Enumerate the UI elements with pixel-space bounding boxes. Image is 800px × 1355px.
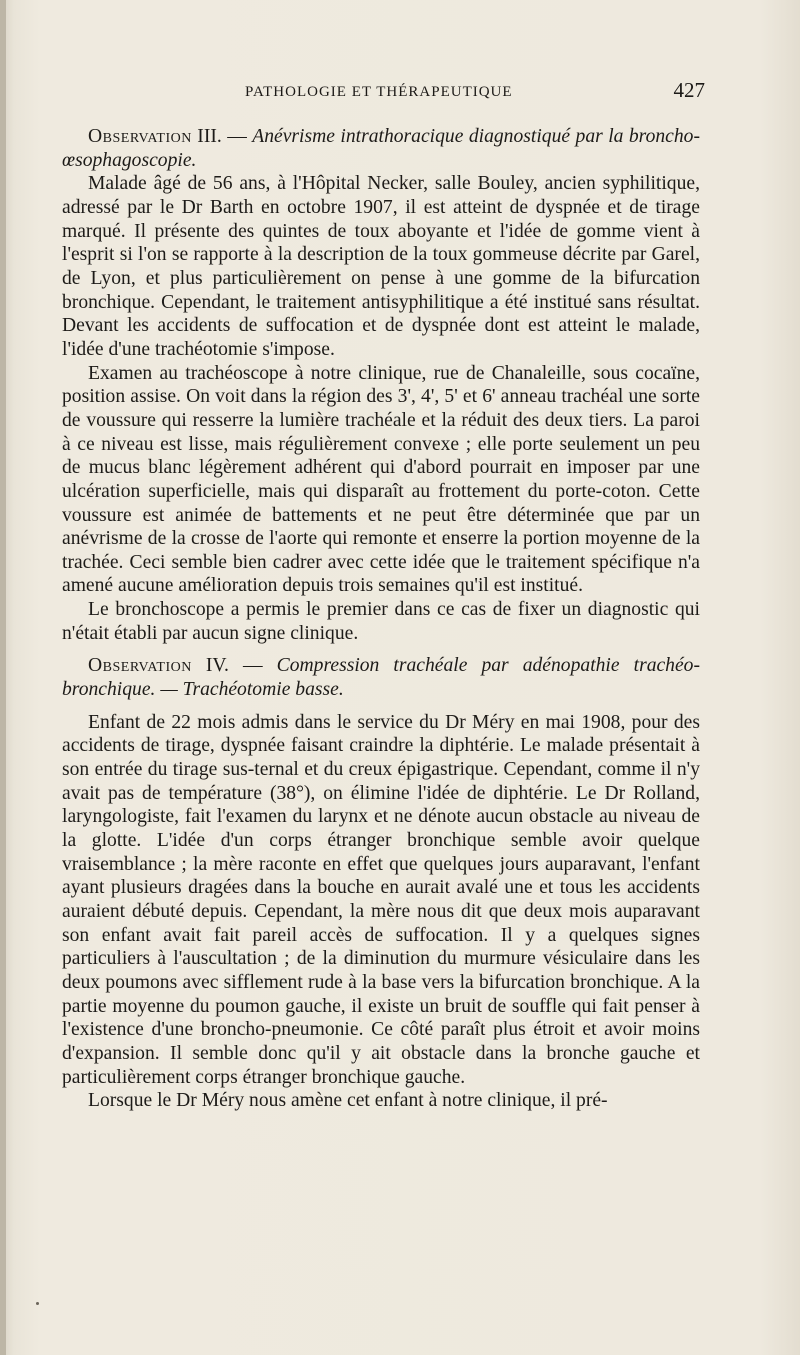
observation-number: III. — [197, 126, 222, 147]
running-title: PATHOLOGIE ET THÉRAPEUTIQUE — [245, 84, 513, 100]
observation-title: Compression trachéale par adénopathie trachéo- — [276, 655, 701, 677]
observation-title-continued: bronchique. — Trachéotomie basse. — [62, 679, 344, 701]
scan-speck — [36, 1302, 39, 1305]
page-number: 427 — [673, 78, 705, 102]
page-binding-edge — [0, 0, 6, 1355]
observation-title-continued: la broncho-œsophagoscopie. — [62, 126, 700, 171]
observation-4-heading — [62, 654, 700, 701]
paragraph: Examen au trachéoscope à notre clinique, rue de Chanaleille, sous cocaïne, position assise. On voit dans la région des 3', 4', 5' et 6' anneau trachéal une sorte de voussure qui resserre la lumière trachéale et la réduit des deux tiers. La paroi à ce niveau est lisse, mais régulièrement convexe ; elle porte seulement un peu de mucus blanc légèrement adhérent qui d'abord pourrait en imposer par une ulcération superficielle, mais qui disparaît au frottement du porte-coton. Cette voussure est animée de battements et ne peut être déterminée que par un anévrisme de la crosse de l'aorte qui remonte et enserre la portion moyenne de la trachée. Ceci semble bien cadrer avec cette idée que le traitement spécifique n'a amené aucune amélioration depuis trois semaines qu'il est institué. — [62, 362, 700, 597]
observation-label: Observation — [88, 655, 192, 677]
paragraph: Malade âgé de 56 ans, à l'Hôpital Necker, salle Bouley, ancien syphilitique, adressé par le Dr Barth en octobre 1907, il est atteint de dyspnée et de tirage marqué. Il présente des quintes de toux aboyante et l'idée de gomme vient à l'esprit si l'on se rapporte à la description de la toux gommeuse décrite par Garel, de Lyon, et plus particulièrement on pense à une gomme de la bifurcation bronchique. Cependant, le traitement antisyphilitique a été institué sans résultat. Devant les accidents de suffocation et de dyspnée dont est atteint le malade, l'idée d'une trachéotomie s'impose. — [62, 173, 700, 360]
paragraph: Enfant de 22 mois admis dans le service du Dr Méry en mai 1908, pour des accidents de tirage, dyspnée faisant craindre la diphtérie. Le malade présentait à son entrée du tirage sus-ternal et du creux épigastrique. Cependant, comme il n'y avait pas de température (38°), on élimine l'idée de diphtérie. Le Dr Rolland, laryngologiste, fait l'examen du larynx et ne dénote aucun obstacle au niveau de la glotte. L'idée d'un corps étranger bronchique semble avoir quelque vraisemblance ; la mère raconte en effet que quelques jours auparavant, l'enfant ayant plusieurs dragées dans la bouche en aurait avalé une et tous les accidents auraient débuté depuis. Cependant, la mère nous dit que deux mois auparavant son enfant avait fait pareil accès de suffocation. Il y a quelques signes particuliers à l'auscultation ; de la diminution du murmure vésiculaire dans les deux poumons avec sifflement rude à la base vers la bifurcation bronchique. A la partie moyenne du poumon gauche, il existe un bruit de souffle qui fait penser à l'existence d'une broncho-pneumonie. Ce côté paraît plus étroit et avoir moins d'expansion. Il semble donc qu'il y ait obstacle dans la bronche gauche et particulièrement corps étranger bronchique gauche. — [62, 711, 700, 1088]
paragraph: Lorsque le Dr Méry nous amène cet enfant à notre clinique, il pré- — [88, 1090, 608, 1112]
observation-label: Observation — [88, 126, 192, 147]
observation-title: Anévrisme intrathoracique diagnostiqué par — [252, 126, 603, 147]
body-text — [62, 125, 700, 1113]
heading-dash: — — [228, 655, 277, 677]
observation-number: IV. — [205, 655, 229, 677]
paragraph: Le bronchoscope a permis le premier dans ce cas de fixer un diagnostic qui n'était établi par aucun signe clinique. — [62, 599, 700, 644]
heading-dash: — — [221, 126, 253, 147]
observation-3-heading — [62, 125, 700, 172]
